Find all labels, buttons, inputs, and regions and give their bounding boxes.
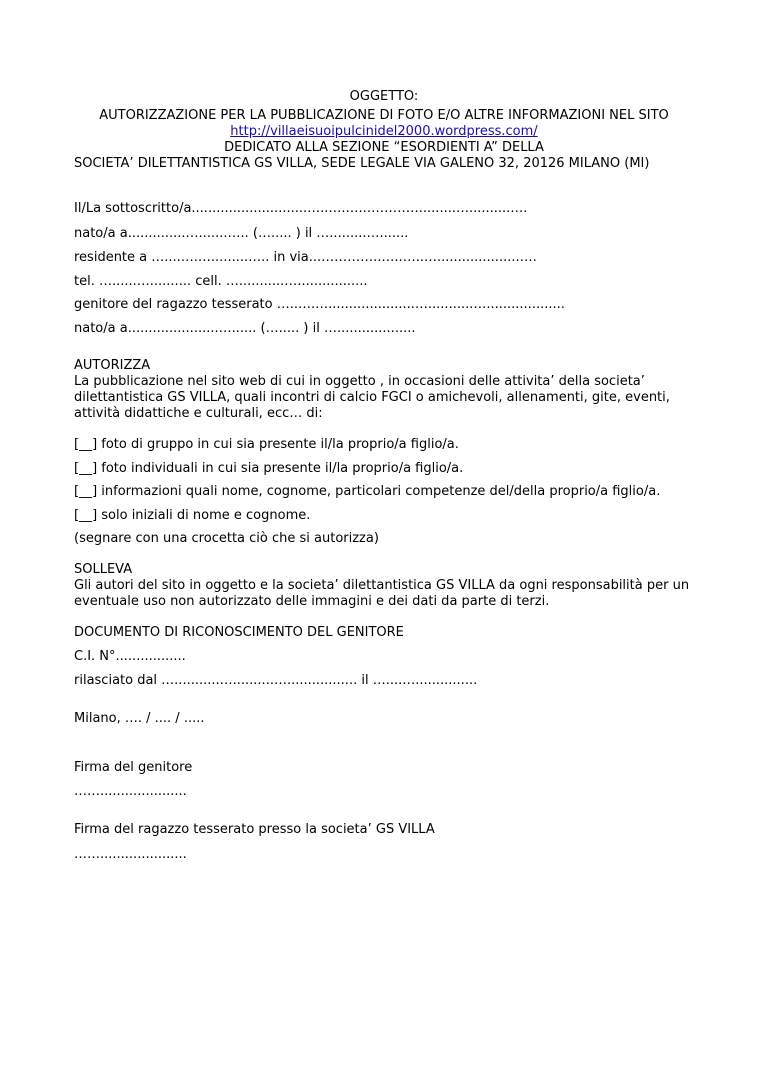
option-item: [__] foto individuali in cui sia presente il/la proprio/a figlio/a. [74, 461, 464, 476]
option-item: [__] informazioni quali nome, cognome, particolari competenze del/della proprio/a figlio/a. [74, 484, 661, 499]
documento-heading: DOCUMENTO DI RICONOSCIMENTO DEL GENITORE [74, 625, 404, 640]
solleva-text-line: eventuale uso non autorizzato delle immagini e dei dati da parte di terzi. [74, 594, 550, 609]
site-link[interactable]: http://villaeisuoipulcinidel2000.wordpress.com/ [230, 124, 538, 139]
date-line: Milano, …. / .... / ..... [74, 711, 205, 726]
header-section: DEDICATO ALLA SEZIONE “ESORDIENTI A” DELLA [224, 140, 544, 155]
header-oggetto: OGGETTO: [349, 89, 419, 104]
field-genitore: genitore del ragazzo tesserato …..….….....................…...........…................... [74, 297, 565, 312]
option-item: [__] solo iniziali di nome e cognome. [74, 508, 311, 523]
field-rilasciato: rilasciato dal …...........…..........…................. il …....…............... [74, 673, 478, 688]
autorizza-text-line: dilettantistica GS VILLA, quali incontri di calcio FGCI o amichevoli, allenamenti, gite, eventi, [74, 390, 670, 405]
firma-genitore-label: Firma del genitore [74, 760, 193, 775]
field-nato-1: nato/a a..............….......….. (…..... ) il ….........…....... [74, 226, 409, 241]
field-tel: tel. …......….......... cell. …...........…................. [74, 274, 368, 289]
field-ci: C.I. N°................. [74, 649, 186, 664]
field-residente: residente a …....….….........….. in via...…………..…..…..…....................…. [74, 250, 537, 265]
firma-ragazzo-label: Firma del ragazzo tesserato presso la societa’ GS VILLA [74, 822, 435, 837]
solleva-text-line: Gli autori del sito in oggetto e la societa’ dilettantistica GS VILLA da ogni responsabilità per un [74, 578, 690, 593]
option-item: [__] foto di gruppo in cui sia presente il/la proprio/a figlio/a. [74, 437, 459, 452]
field-nato-2: nato/a a......................…...... (…..... ) il …................... [74, 321, 416, 336]
firma-genitore-line: ……..................... [74, 784, 187, 799]
field-sottoscritto: Il/La sottoscritto/a............................…..….…..………….........…..........…. [74, 201, 528, 216]
options-note: (segnare con una crocetta ciò che si autorizza) [74, 531, 379, 546]
solleva-heading: SOLLEVA [74, 562, 133, 577]
autorizza-heading: AUTORIZZA [74, 358, 151, 373]
autorizza-text-line: La pubblicazione nel sito web di cui in oggetto , in occasioni delle attivita’ della societa’ [74, 374, 645, 389]
firma-ragazzo-line: ……..................... [74, 847, 187, 862]
header-title: AUTORIZZAZIONE PER LA PUBBLICAZIONE DI FOTO E/O ALTRE INFORMAZIONI NEL SITO [99, 108, 669, 123]
header-society: SOCIETA’ DILETTANTISTICA GS VILLA, SEDE LEGALE VIA GALENO 32, 20126 MILANO (MI) [74, 156, 650, 171]
autorizza-text-line: attività didattiche e culturali, ecc… di: [74, 406, 323, 421]
